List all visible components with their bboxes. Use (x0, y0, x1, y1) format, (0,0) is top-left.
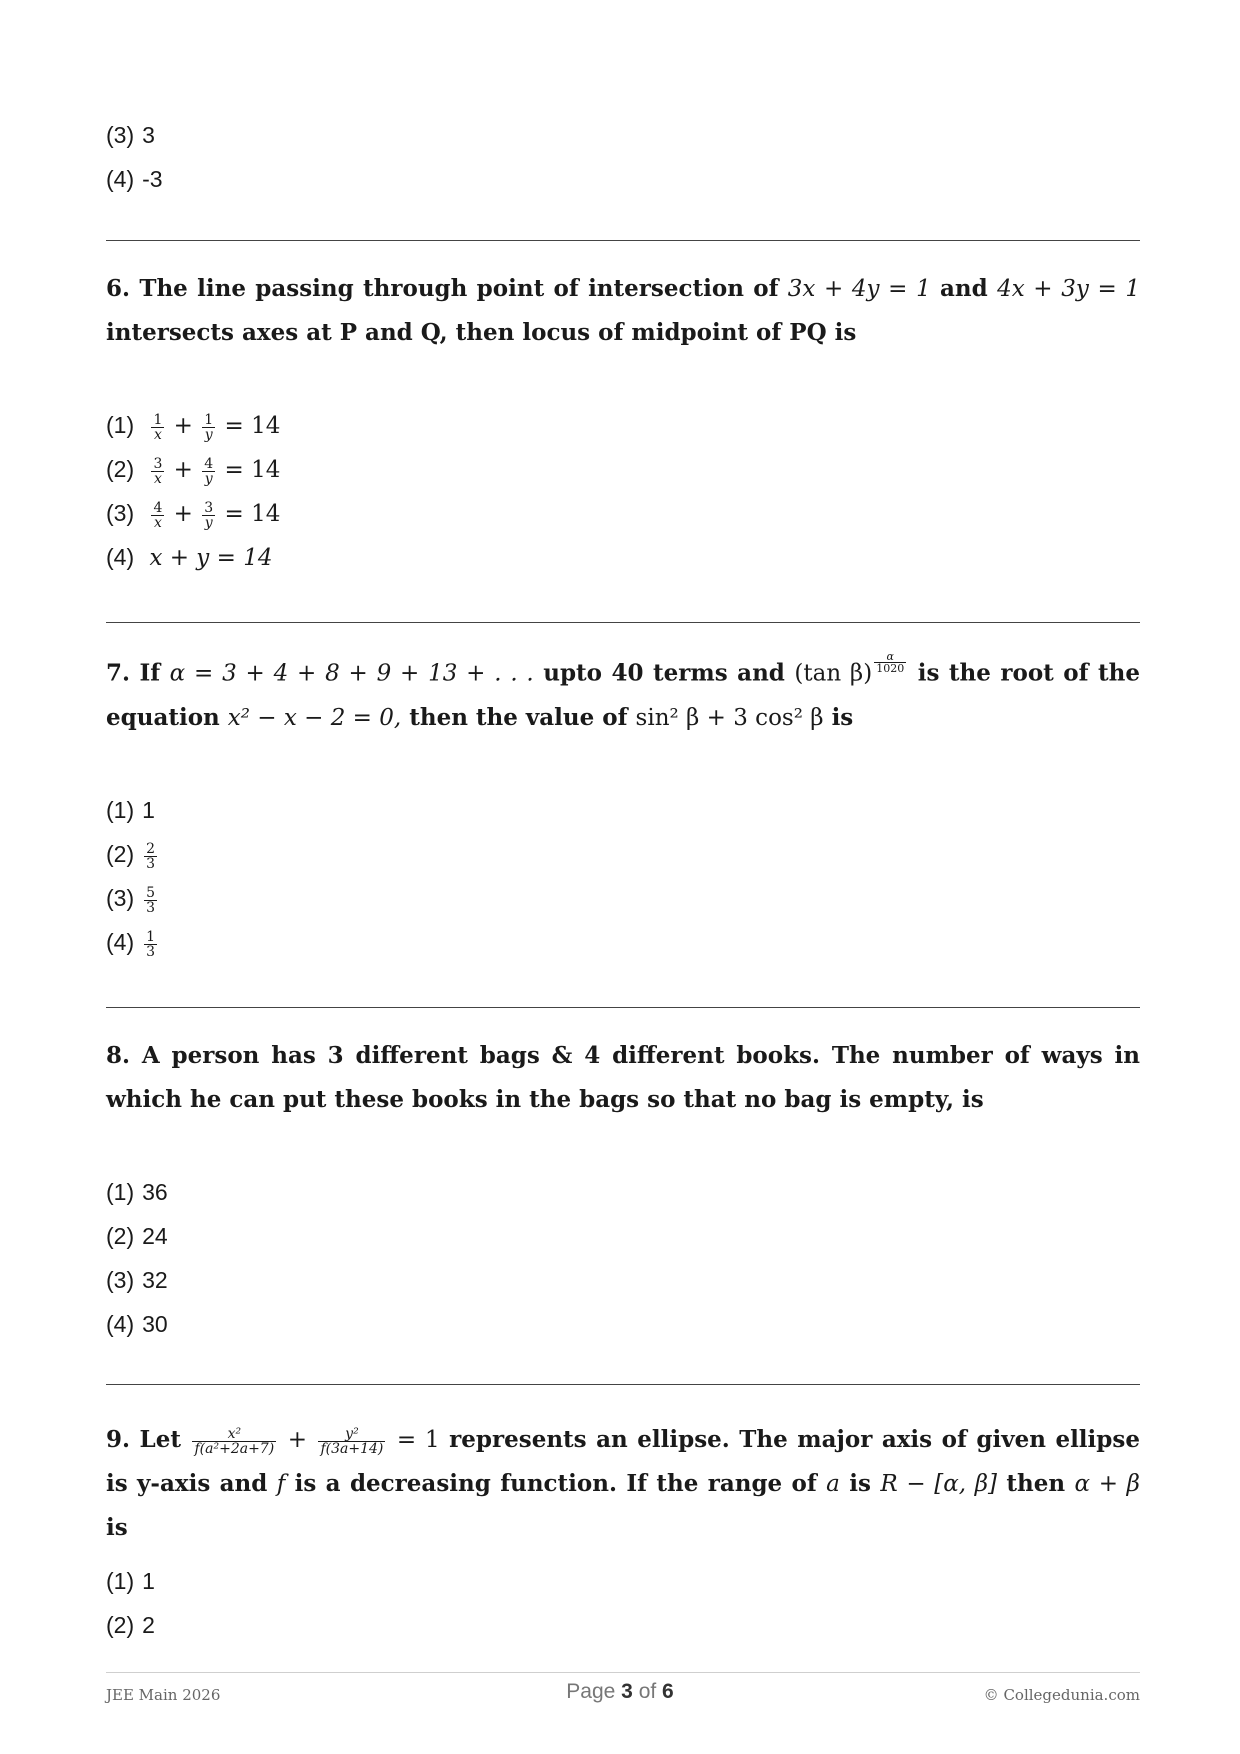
option-value: 3 (142, 122, 155, 148)
math-equation: R − [α, β] (880, 1471, 998, 1497)
denominator: y (204, 470, 213, 487)
fraction (202, 413, 215, 442)
q9-option-2 (106, 1610, 155, 1641)
option-number: (3) (106, 885, 135, 911)
q6-option-4 (106, 542, 272, 573)
question-number: 9. (106, 1426, 131, 1453)
option-value: 24 (142, 1223, 168, 1249)
option-value: 36 (142, 1179, 168, 1205)
q8-option-2 (106, 1221, 168, 1252)
numerator: 3 (153, 455, 163, 472)
q8-option-3 (106, 1265, 168, 1296)
q7-option-3 (106, 883, 159, 915)
page-label: Page (566, 1680, 616, 1703)
option-number: (1) (106, 412, 135, 438)
option-number: (1) (106, 1179, 135, 1205)
question-text: and (940, 275, 988, 302)
question-text: is (849, 1470, 871, 1497)
option-value: = 14 (224, 501, 281, 527)
math-equation: 3x + 4y = 1 (787, 276, 931, 302)
question-text: The line passing through point of intersection of (139, 275, 779, 302)
question-9 (106, 1418, 1140, 1550)
math-symbol: a (826, 1471, 840, 1497)
question-text: then the value of (409, 703, 628, 731)
denominator: 1020 (876, 662, 905, 675)
numerator: 2 (146, 840, 156, 857)
numerator: 1 (146, 928, 156, 945)
numerator: 1 (204, 411, 214, 428)
fraction (192, 1427, 276, 1456)
q9-option-1 (106, 1566, 155, 1597)
question-number: 6. (106, 275, 131, 302)
fraction (151, 457, 164, 486)
q8-option-4 (106, 1309, 168, 1340)
question-6 (106, 267, 1140, 355)
question-text: If (139, 659, 161, 687)
page-of-label: of (638, 1680, 657, 1703)
divider (106, 240, 1140, 241)
divider (106, 1007, 1140, 1008)
math-equation: α = 3 + 4 + 8 + 9 + 13 + . . . (169, 660, 534, 687)
fraction (144, 930, 157, 959)
question-text: represents an ellipse. The major axis of given ellipse is y-axis and (106, 1426, 1140, 1497)
question-text: is the root of the equation (106, 659, 1140, 731)
total-pages: 6 (662, 1680, 674, 1703)
q6-option-3: (3) $\frac{4}{x}$ + $\frac{3}{y}$ = 14 (106, 499, 281, 531)
q7-option-4 (106, 927, 159, 959)
q6-option-2: (2) $\frac{3}{x}$ + $\frac{4}{y}$ = 14 (106, 455, 281, 487)
option-number: (2) (106, 841, 135, 867)
footer-copyright: © Collegedunia.com (983, 1686, 1140, 1704)
option-number: (1) (106, 1568, 135, 1594)
denominator: x (153, 514, 162, 531)
fraction (144, 886, 157, 915)
question-7 (106, 651, 1140, 740)
math-equation: (tan β) (794, 660, 873, 687)
fraction (144, 842, 157, 871)
fraction (318, 1427, 385, 1456)
numerator: 3 (204, 499, 214, 516)
option-number: (2) (106, 1223, 135, 1249)
denominator: f(a²+2a+7) (194, 1440, 275, 1457)
math-equation: = 1 (396, 1427, 440, 1453)
denominator: y (204, 426, 213, 443)
numerator: y² (318, 1427, 385, 1442)
divider (106, 1384, 1140, 1385)
option-number: (2) (106, 456, 135, 482)
math-equation: sin² β + 3 cos² β (635, 704, 824, 731)
question-text: intersects axes at P and Q, then locus of midpoint of PQ is (106, 319, 857, 346)
fraction (202, 501, 215, 530)
question-text: A person has 3 different bags & 4 different books. The number of ways in which he can put these books in the bags so that no bag is empty, is (106, 1042, 1140, 1113)
denominator: 3 (146, 855, 156, 872)
question-text: is a decreasing function. If the range of (294, 1470, 817, 1497)
option-value: -3 (142, 166, 163, 192)
exponent-fraction (874, 651, 906, 674)
option-number: (4) (106, 929, 135, 955)
math-operator: + (287, 1427, 307, 1453)
denominator: 3 (146, 899, 156, 916)
question-number: 8. (106, 1042, 131, 1069)
math-equation: x² − x − 2 = 0, (227, 704, 402, 731)
option-value: = 14 (224, 413, 281, 439)
option-value: 32 (142, 1267, 168, 1293)
footer-divider (106, 1672, 1140, 1673)
numerator: α (874, 651, 906, 663)
numerator: 4 (153, 499, 163, 516)
option-number: (4) (106, 166, 135, 192)
option-number: (3) (106, 500, 135, 526)
option-number: (3) (106, 1267, 135, 1293)
question-text: Let (139, 1426, 181, 1453)
denominator: x (153, 426, 162, 443)
divider (106, 622, 1140, 623)
q6-option-1: (1) $\frac{1}{x}$ + $\frac{1}{y}$ = 14 (106, 411, 281, 443)
option-value: 1 (142, 1568, 155, 1594)
question-text: is (831, 703, 854, 731)
option-number: (3) (106, 122, 135, 148)
denominator: f(3a+14) (320, 1440, 384, 1457)
denominator: 3 (146, 943, 156, 960)
denominator: x (153, 470, 162, 487)
option-value: x + y = 14 (149, 545, 273, 571)
question-number: 7. (106, 659, 131, 687)
option-value: 1 (142, 797, 155, 823)
numerator: 1 (153, 411, 163, 428)
option-number: (4) (106, 1311, 135, 1337)
question-text: then (1006, 1470, 1066, 1497)
q7-option-1 (106, 795, 155, 826)
denominator: y (204, 514, 213, 531)
option-number: (4) (106, 544, 135, 570)
question-text: is (106, 1514, 128, 1541)
fraction (151, 501, 164, 530)
math-symbol: f (276, 1471, 286, 1497)
option-number: (1) (106, 797, 135, 823)
option-value: 30 (142, 1311, 168, 1337)
math-equation: α + β (1074, 1471, 1140, 1497)
fraction (202, 457, 215, 486)
question-text: upto 40 terms and (543, 659, 785, 687)
prev-option-3 (106, 120, 155, 151)
math-equation: 4x + 3y = 1 (997, 276, 1140, 302)
numerator: 5 (146, 884, 156, 901)
numerator: x² (192, 1427, 276, 1442)
option-number: (2) (106, 1612, 135, 1638)
q8-option-1 (106, 1177, 168, 1208)
fraction (151, 413, 164, 442)
option-value: 2 (142, 1612, 155, 1638)
current-page: 3 (621, 1680, 633, 1703)
footer-exam-name: JEE Main 2026 (106, 1686, 221, 1704)
q7-option-2 (106, 839, 159, 871)
question-8 (106, 1034, 1140, 1122)
prev-option-4 (106, 164, 163, 195)
option-value: = 14 (224, 457, 281, 483)
numerator: 4 (204, 455, 214, 472)
